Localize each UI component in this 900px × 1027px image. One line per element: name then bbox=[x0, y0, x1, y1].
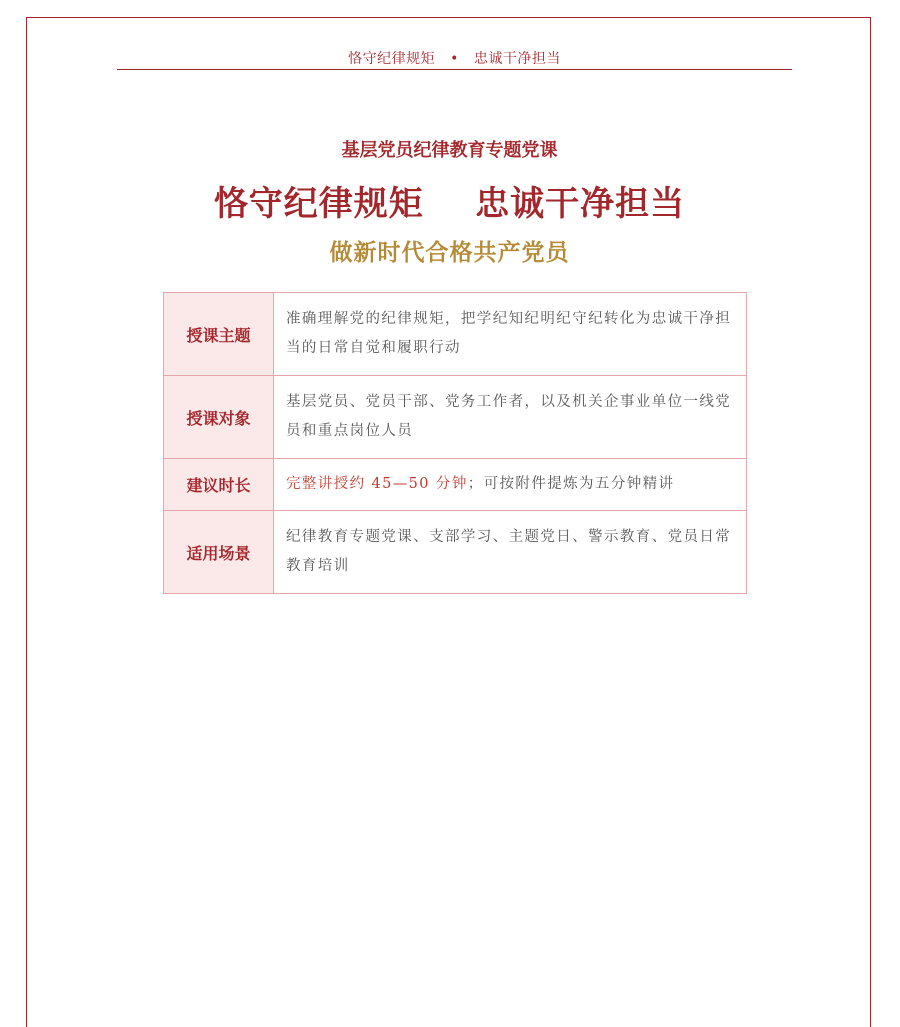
header-rule bbox=[117, 69, 792, 70]
row-value: 纪律教育专题党课、支部学习、主题党日、警示教育、党员日常教育培训 bbox=[274, 511, 747, 594]
table-row-audience bbox=[164, 376, 747, 459]
cover-overline: 基层党员纪律教育专题党课 bbox=[341, 140, 558, 161]
row-value bbox=[274, 459, 747, 511]
document-page bbox=[26, 17, 871, 1027]
running-header-separator: • bbox=[450, 51, 459, 67]
row-value: 准确理解党的纪律规矩，把学纪知纪明纪守纪转化为忠诚干净担当的日常自觉和履职行动 bbox=[274, 293, 747, 376]
row-label: 授课主题 bbox=[164, 293, 274, 376]
row-label: 适用场景 bbox=[164, 511, 274, 594]
table-row-scenarios bbox=[164, 511, 747, 594]
duration-highlight: 完整讲授约 45—50 分钟 bbox=[286, 476, 468, 492]
row-value: 基层党员、党员干部、党务工作者，以及机关企事业单位一线党员和重点岗位人员 bbox=[274, 376, 747, 459]
running-header bbox=[117, 48, 792, 68]
row-label: 建议时长 bbox=[164, 459, 274, 511]
row-label: 授课对象 bbox=[164, 376, 274, 459]
running-header-right: 忠诚干净担当 bbox=[473, 51, 561, 67]
table-row-duration bbox=[164, 459, 747, 511]
cover-subtitle: 做新时代合格共产党员 bbox=[329, 240, 570, 266]
cover-title: 恪守纪律规矩 忠诚干净担当 bbox=[213, 184, 686, 224]
running-header-left: 恪守纪律规矩 bbox=[348, 51, 436, 67]
duration-note: ；可按附件提炼为五分钟精讲 bbox=[467, 476, 675, 492]
table-row-topic bbox=[164, 293, 747, 376]
course-info-table bbox=[163, 292, 747, 594]
